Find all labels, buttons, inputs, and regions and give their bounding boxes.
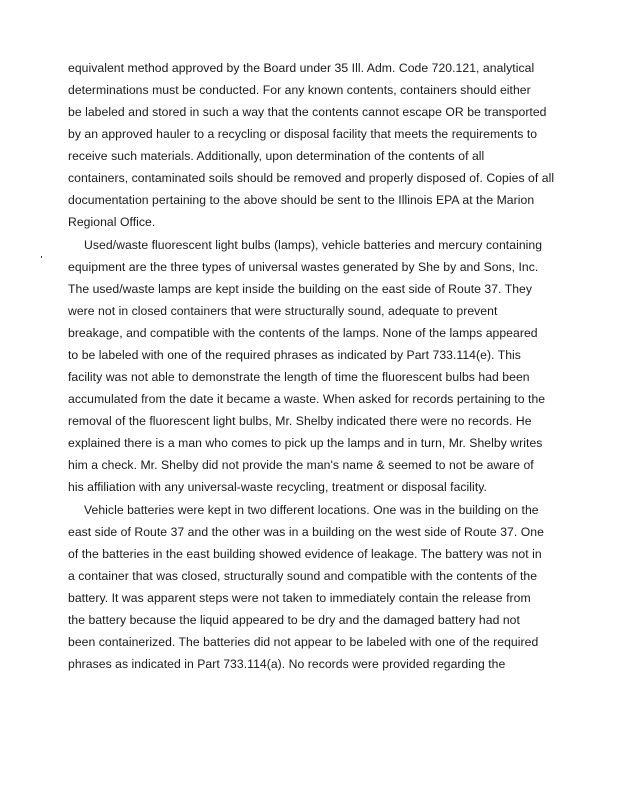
text-line: accumulated from the date it became a waste. When asked for records pertaining to the (68, 392, 546, 406)
text-line: his affiliation with any universal-waste recycling, treatment or disposal facility. (68, 480, 487, 494)
text-line: documentation pertaining to the above should be sent to the Illinois EPA at the Marion (68, 193, 535, 207)
text-line: battery. It was apparent steps were not taken to immediately contain the release from (68, 591, 531, 605)
text-line: determinations must be conducted. For any known contents, containers should either (68, 83, 531, 97)
text-line: facility was not able to demonstrate the length of time the fluorescent bulbs had been (68, 370, 530, 384)
text-line: been containerized. The batteries did not appear to be labeled with one of the required (68, 635, 539, 649)
text-line: Used/waste fluorescent light bulbs (lamps), vehicle batteries and mercury containing (84, 238, 543, 252)
text-line: removal of the fluorescent light bulbs, Mr. Shelby indicated there were no records. He (68, 414, 532, 428)
text-line: Vehicle batteries were kept in two different locations. One was in the building on the (84, 503, 539, 517)
text-line: a container that was closed, structurally sound and compatible with the contents of the (68, 569, 538, 583)
text-line: the battery because the liquid appeared to be dry and the damaged battery had not (68, 613, 520, 627)
text-line: breakage, and compatible with the contents of the lamps. None of the lamps appeared (68, 326, 538, 340)
text-line: The used/waste lamps are kept inside the building on the east side of Route 37. They (68, 282, 532, 296)
text-line: phrases as indicated in Part 733.114(a). No records were provided regarding the (68, 657, 506, 671)
text-line: him a check. Mr. Shelby did not provide the man's name & seemed to not be aware of (68, 458, 534, 472)
text-line: of the batteries in the east building showed evidence of leakage. The battery was not in (68, 547, 542, 561)
text-line: equivalent method approved by the Board under 35 Ill. Adm. Code 720.121, analytical (68, 61, 535, 75)
text-line: explained there is a man who comes to pick up the lamps and in turn, Mr. Shelby writes (68, 436, 543, 450)
text-line: were not in closed containers that were structurally sound, adequate to prevent (68, 304, 498, 318)
text-line: be labeled and stored in such a way that the contents cannot escape OR be transported (68, 105, 547, 119)
text-line: containers, contaminated soils should be removed and properly disposed of. Copies of all (68, 171, 555, 185)
text-line: by an approved hauler to a recycling or disposal facility that meets the requirements to (68, 127, 538, 141)
text-line: receive such materials. Additionally, upon determination of the contents of all (68, 149, 485, 163)
text-line: to be labeled with one of the required phrases as indicated by Part 733.114(e). This (68, 348, 521, 362)
scan-speck (41, 256, 42, 258)
text-line: equipment are the three types of universal wastes generated by She by and Sons, Inc. (68, 260, 539, 274)
text-line: Regional Office. (68, 215, 156, 229)
text-line: east side of Route 37 and the other was in a building on the west side of Route 37. One (68, 525, 544, 539)
